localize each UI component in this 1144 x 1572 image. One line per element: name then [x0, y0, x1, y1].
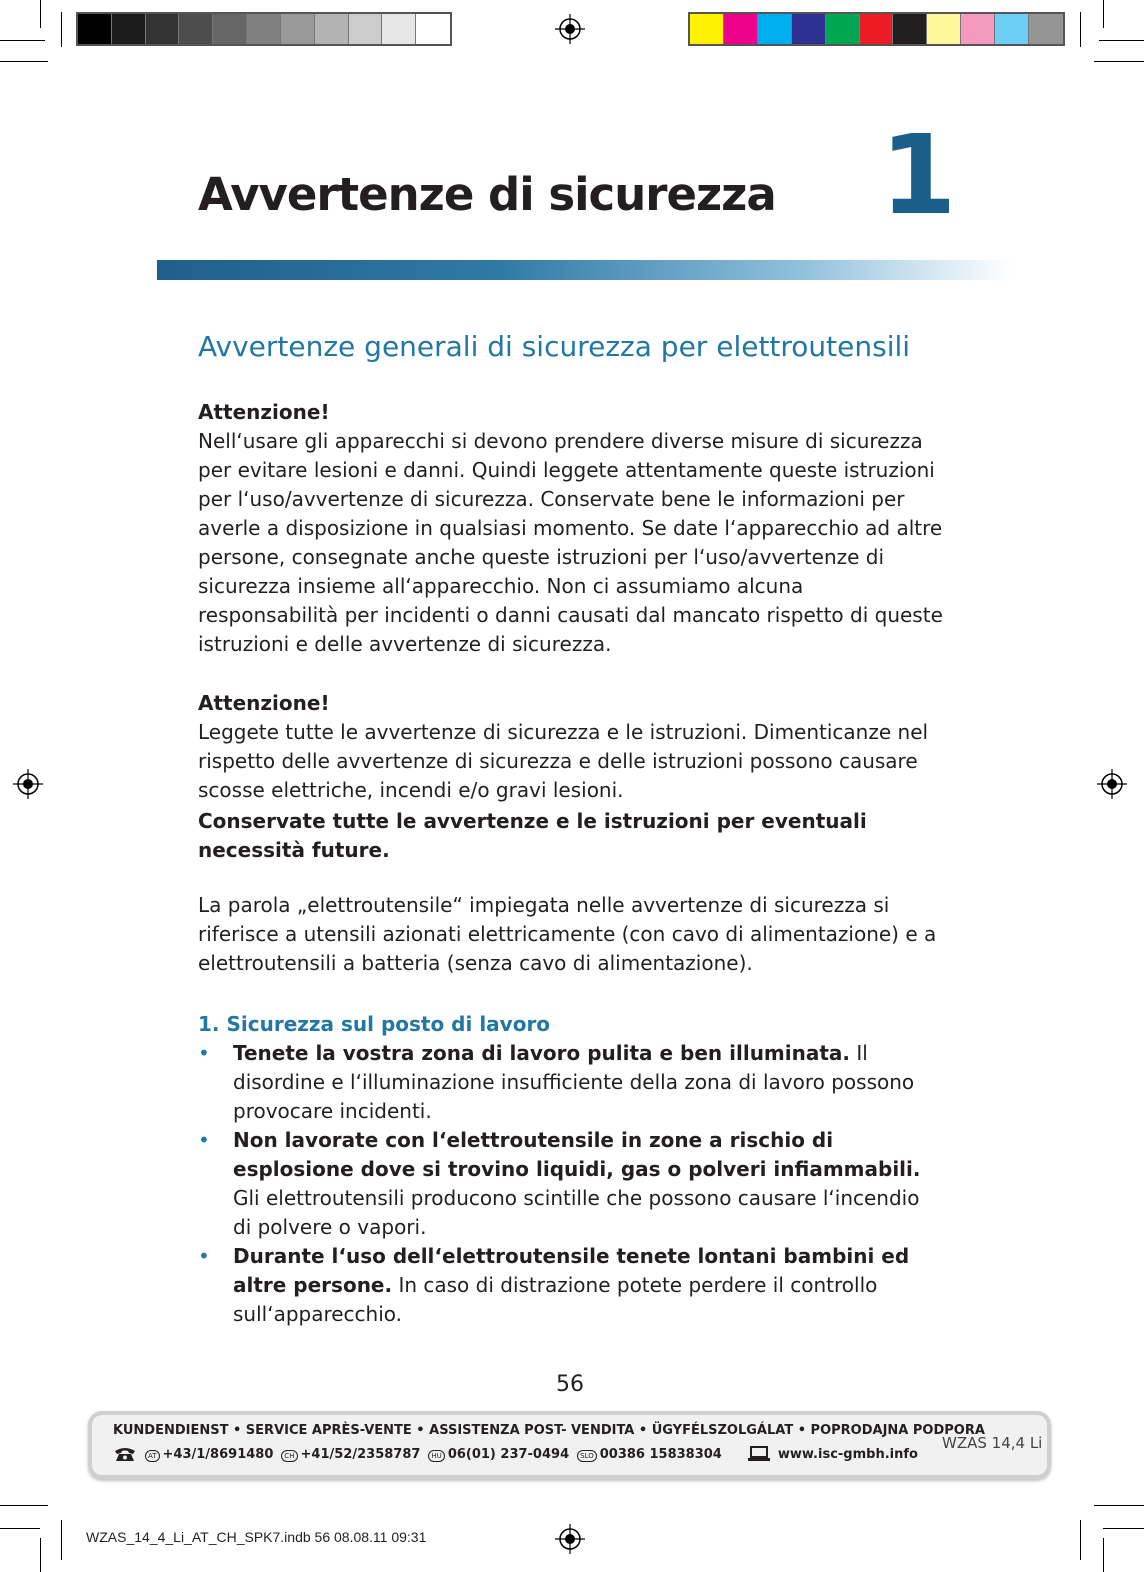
definition-paragraph — [198, 891, 943, 978]
list-item — [198, 1039, 943, 1126]
workplace-safety-section — [198, 1010, 943, 1329]
color-swatch — [961, 14, 995, 44]
color-swatch — [860, 14, 894, 44]
list-item-text: Gli elettroutensili producono scintille che possono causare l‘incendio di polvere o vapori. — [233, 1186, 920, 1239]
section-heading: Avvertenze generali di sicurezza per elettroutensili — [198, 330, 911, 363]
bullet-icon: • — [198, 1244, 210, 1268]
phone-hu: HU 06(01) 237-0494 — [428, 1447, 569, 1462]
list-item-bold: Durante l‘uso dell‘elettroutensile tenete lontani bambini ed altre persone. — [233, 1244, 910, 1297]
chapter-title: Avvertenze di sicurezza — [198, 168, 776, 221]
attention-block-2 — [198, 689, 943, 865]
list-item-bold: Tenete la vostra zona di lavoro pulita e ben illuminata. — [233, 1041, 851, 1065]
attention-text: Nell‘usare gli apparecchi si devono prendere diverse misure di sicurezza per evitare lesioni e danni. Quindi leggete attentamente queste istruzioni per l‘uso/avvertenze di sicurezza. Conservate bene le informazioni per averle a disposizione in qualsiasi momento. Se date l‘apparecchio ad altre persone, consegnate anche queste istruzioni per l‘uso/avvertenze di sicurezza insieme all‘apparecchio. Non ci assumiamo alcuna responsabilità per incidenti o danni causati dal mancato rispetto di queste istruzioni e delle avvertenze di sicurezza. — [198, 429, 943, 656]
color-swatch — [78, 14, 112, 44]
service-line: KUNDENDIENST • SERVICE APRÈS-VENTE • ASSISTENZA POST- VENDITA • ÜGYFÉLSZOLGÁLAT • POPRODAJNA PODPORA — [113, 1423, 985, 1438]
color-swatch — [893, 14, 927, 44]
attention-text: Leggete tutte le avvertenze di sicurezza e le istruzioni. Dimenticanze nel rispetto delle avvertenze di sicurezza e delle istruzioni possono causare scosse elettriche, incendi e/o gravi lesioni. — [198, 720, 929, 802]
color-swatch — [927, 14, 961, 44]
color-swatch — [690, 14, 724, 44]
registration-mark-icon — [555, 1524, 585, 1554]
color-swatch — [315, 14, 349, 44]
phone-ch: CH +41/52/2358787 — [281, 1447, 420, 1462]
safety-list — [198, 1039, 943, 1329]
list-item — [198, 1126, 943, 1242]
bullet-icon: • — [198, 1128, 210, 1152]
service-footer — [88, 1411, 1051, 1479]
model-name: WZAS 14,4 Li — [942, 1434, 1043, 1452]
website-link[interactable]: www.isc-gmbh.info — [777, 1446, 918, 1462]
print-slug-line: WZAS_14_4_Li_AT_CH_SPK7.indb 56 08.08.11 09:31 — [86, 1529, 427, 1545]
phone-slo: SLO 00386 15838304 — [577, 1447, 722, 1462]
color-swatch — [382, 14, 416, 44]
list-item-text: Il disordine e l‘illuminazione insufficiente della zona di lavoro possono provocare incidenti. — [233, 1041, 915, 1123]
color-swatch — [826, 14, 860, 44]
attention-block-1 — [198, 398, 943, 659]
color-swatch — [792, 14, 826, 44]
color-swatch — [146, 14, 180, 44]
color-swatch — [349, 14, 383, 44]
bullet-icon: • — [198, 1041, 210, 1065]
attention-bold-text: Conservate tutte le avvertenze e le istruzioni per eventuali necessità future. — [198, 809, 867, 862]
color-swatch — [1029, 14, 1063, 44]
laptop-icon — [748, 1446, 770, 1462]
color-swatch — [247, 14, 281, 44]
registration-mark-icon — [13, 769, 43, 799]
color-swatch — [995, 14, 1029, 44]
chapter-number: 1 — [880, 111, 957, 239]
list-item-text: In caso di distrazione potete perdere il controllo sull‘apparecchio. — [233, 1273, 878, 1326]
color-swatch — [281, 14, 315, 44]
color-swatch — [724, 14, 758, 44]
phone-at: AT +43/1/8691480 — [145, 1447, 273, 1462]
color-swatch — [213, 14, 247, 44]
registration-mark-icon — [555, 14, 585, 44]
phone-list — [113, 1446, 918, 1462]
page-number: 56 — [556, 1372, 584, 1397]
subsection-heading: 1. Sicurezza sul posto di lavoro — [198, 1012, 551, 1036]
color-swatch — [416, 14, 450, 44]
grayscale-color-bar — [76, 12, 452, 46]
attention-label: Attenzione! — [198, 691, 330, 715]
attention-label: Attenzione! — [198, 400, 330, 424]
registration-mark-icon — [1097, 769, 1127, 799]
color-swatch — [758, 14, 792, 44]
definition-text: La parola „elettroutensile“ impiegata nelle avvertenze di sicurezza si riferisce a utensili azionati elettricamente (con cavo di alimentazione) e a elettroutensili a batteria (senza cavo di alimentazione). — [198, 893, 937, 975]
list-item — [198, 1242, 943, 1329]
list-item-bold: Non lavorate con l‘elettroutensile in zone a rischio di esplosione dove si trovino liquidi, gas o polveri infiammabili. — [233, 1128, 921, 1181]
color-swatch — [112, 14, 146, 44]
telephone-icon — [113, 1446, 137, 1462]
color-swatch — [179, 14, 213, 44]
title-gradient-bar — [157, 260, 1012, 280]
process-color-bar — [688, 12, 1065, 46]
